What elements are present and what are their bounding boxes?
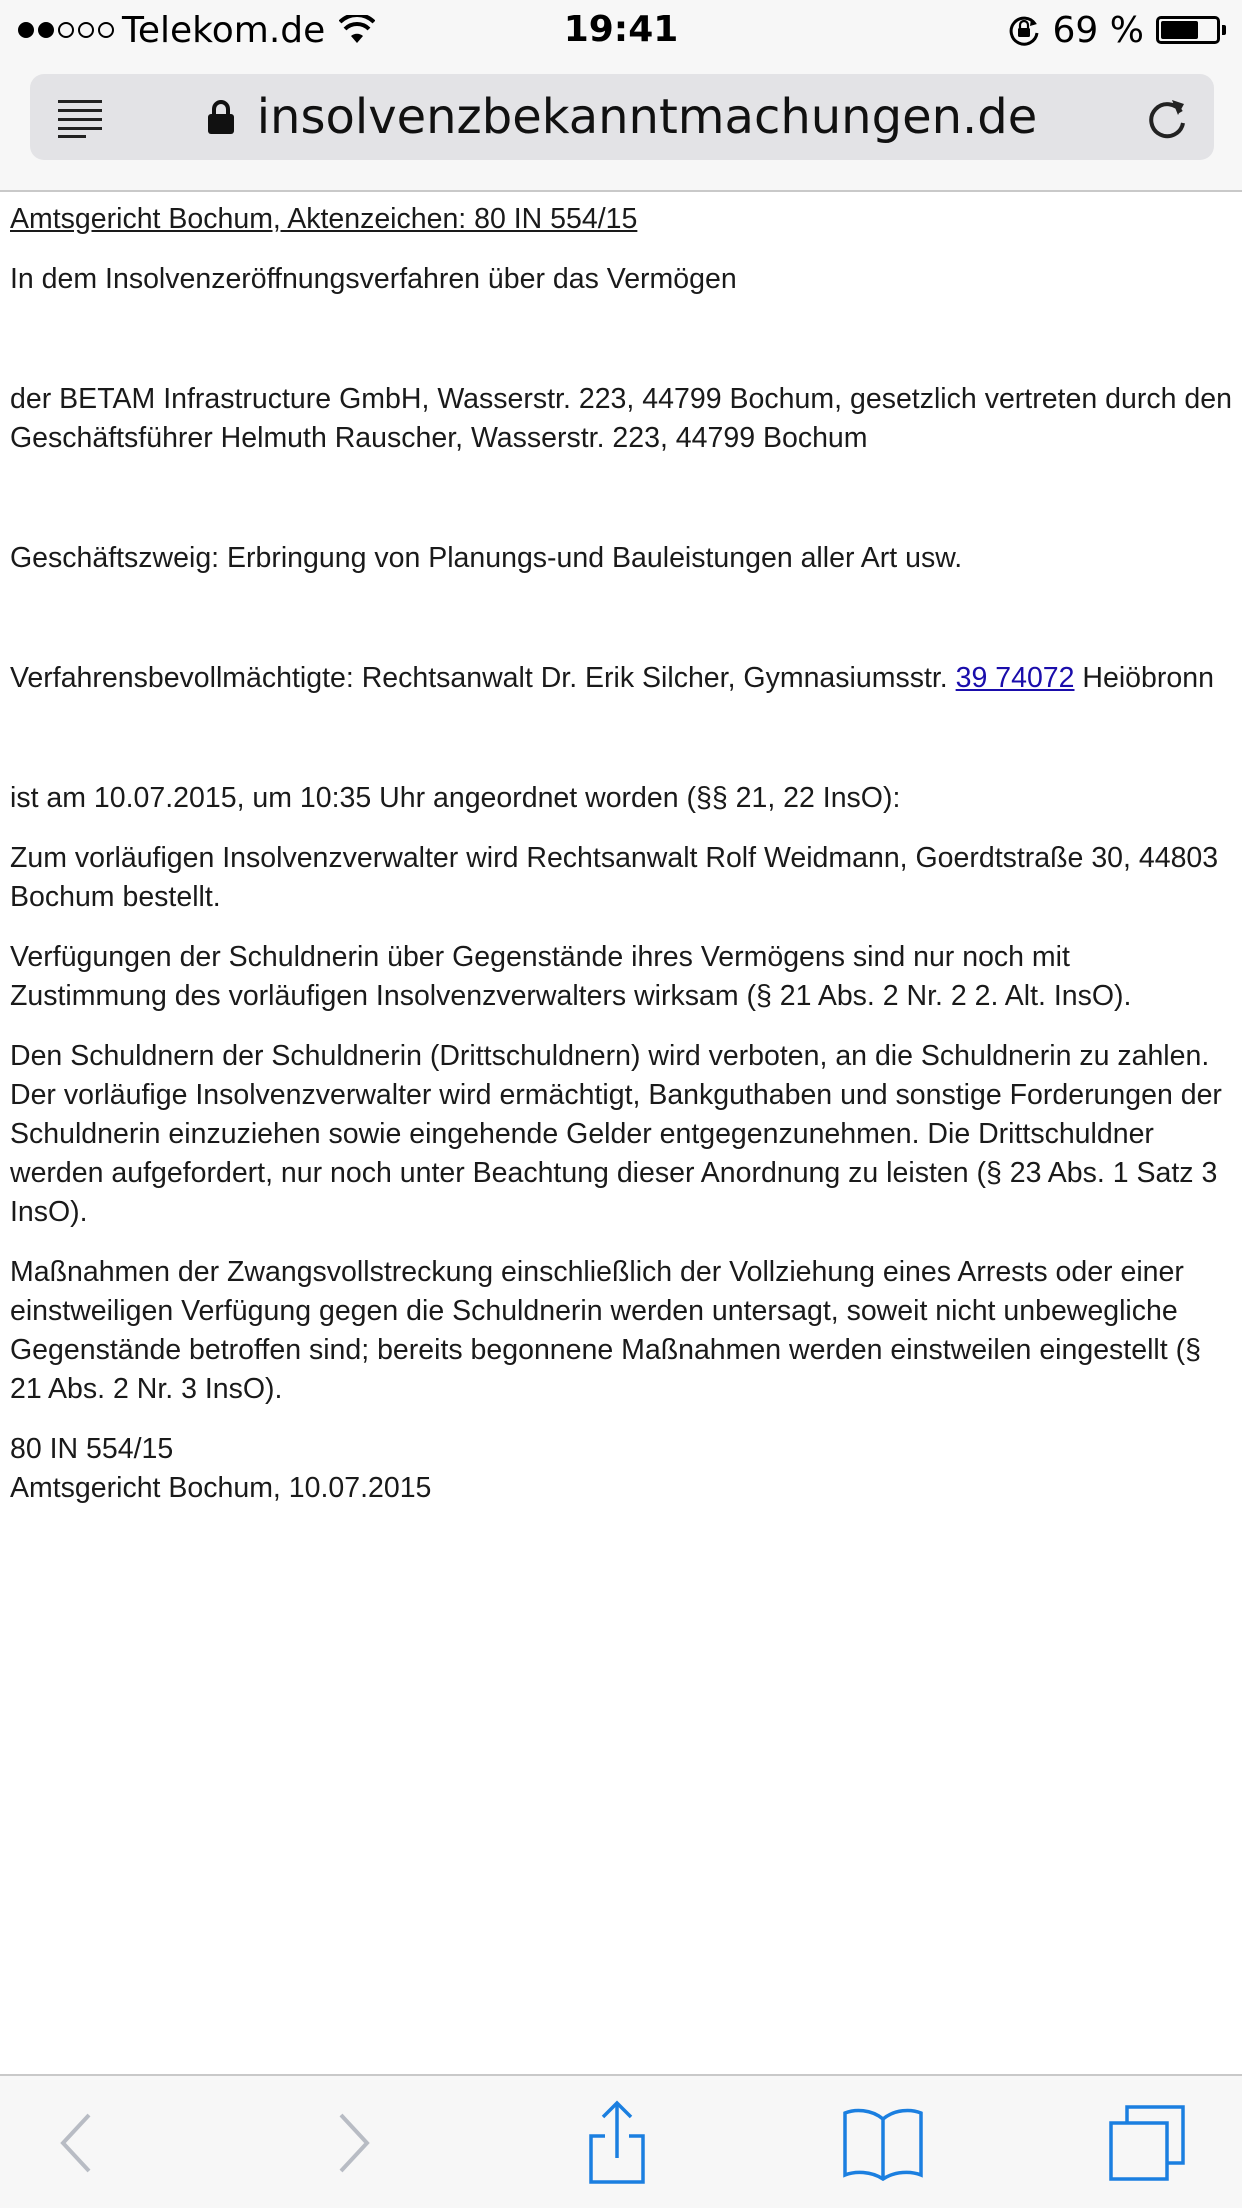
footer-court-date: Amtsgericht Bochum, 10.07.2015 [10, 1472, 432, 1504]
tabs-button[interactable] [1104, 2100, 1190, 2186]
forward-button[interactable] [310, 2100, 396, 2186]
debtor-paragraph: der BETAM Infrastructure GmbH, Wasserstr. 223, 44799 Bochum, gesetzlich vertreten durch den Geschäftsführer Helmuth Rauscher, Wasserstr. 223, 44799 Bochum [10, 383, 1232, 454]
browser-header [0, 60, 1242, 192]
battery-percent: 69 % [1052, 9, 1144, 51]
bookmarks-icon [841, 2105, 925, 2181]
enforcement-paragraph: Maßnahmen der Zwangsvollstreckung einschließlich der Vollziehung eines Arrests oder einer einstweiligen Verfügung gegen die Schuldnerin werden untersagt, soweit nicht unbewegliche Gegenstände betroffen sind; bereits begonnene Maßnahmen werden einstweilen eingestellt (§ 21 Abs. 2 Nr. 3 InsO). [10, 1256, 1201, 1405]
padlock-icon [207, 99, 235, 135]
url-display[interactable] [30, 74, 1214, 160]
representative-city: Heiöbronn [1074, 662, 1214, 694]
phone-number-link[interactable]: 39 74072 [955, 662, 1075, 694]
footer-case-number: 80 IN 554/15 [10, 1433, 174, 1465]
administrator-paragraph: Zum vorläufigen Insolvenzverwalter wird Rechtsanwalt Rolf Weidmann, Goerdtstraße 30, 44803 Bochum bestellt. [10, 842, 1219, 913]
business-paragraph: Geschäftszweig: Erbringung von Planungs-und Bauleistungen aller Art usw. [10, 542, 963, 574]
status-time: 19:41 [563, 9, 679, 50]
url-text: insolvenzbekanntmachungen.de [256, 89, 1038, 145]
forward-icon [333, 2111, 373, 2175]
status-right [1007, 8, 1226, 52]
carrier-name: Telekom.de [122, 9, 326, 51]
ordered-paragraph: ist am 10.07.2015, um 10:35 Uhr angeordnet worden (§§ 21, 22 InsO): [10, 782, 901, 814]
back-button[interactable] [34, 2100, 120, 2186]
reload-icon[interactable] [1142, 92, 1192, 142]
page-content [10, 200, 1232, 1508]
representative-paragraph [10, 659, 1232, 698]
third-party-debtors-paragraph: Den Schuldnern der Schuldnerin (Drittschuldnern) wird verboten, an die Schuldnerin zu zahlen. Der vorläufige Insolvenzverwalter wird ermächtigt, Bankguthaben und sonstige Forderungen der Schuldnerin einzuziehen sowie eingehende Gelder entgegenzunehmen. Die Drittschuldner werden aufgefordert, nur noch unter Beachtung dieser Anordnung zu leisten (§ 23 Abs. 1 Satz 3 InsO). [10, 1040, 1222, 1228]
intro-paragraph: In dem Insolvenzeröffnungsverfahren über das Vermögen [10, 263, 737, 295]
back-icon [57, 2111, 97, 2175]
rotation-lock-icon [1007, 13, 1041, 47]
battery-icon [1156, 16, 1226, 44]
share-button[interactable] [574, 2100, 660, 2186]
dispositions-paragraph: Verfügungen der Schuldnerin über Gegenstände ihres Vermögens sind nur noch mit Zustimmung des vorläufigen Insolvenzverwalters wirksam (§ 21 Abs. 2 Nr. 2 2. Alt. InsO). [10, 941, 1132, 1012]
status-bar [0, 0, 1242, 60]
bookmarks-button[interactable] [840, 2100, 926, 2186]
announcement-heading-link[interactable]: Amtsgericht Bochum, Aktenzeichen: 80 IN 554/15 [10, 203, 638, 235]
representative-text: Verfahrensbevollmächtigte: Rechtsanwalt Dr. Erik Silcher, Gymnasiumsstr. [10, 662, 956, 694]
browser-toolbar [0, 2074, 1242, 2208]
address-bar[interactable] [30, 74, 1214, 160]
share-icon [585, 2100, 649, 2186]
tabs-icon [1107, 2103, 1187, 2183]
